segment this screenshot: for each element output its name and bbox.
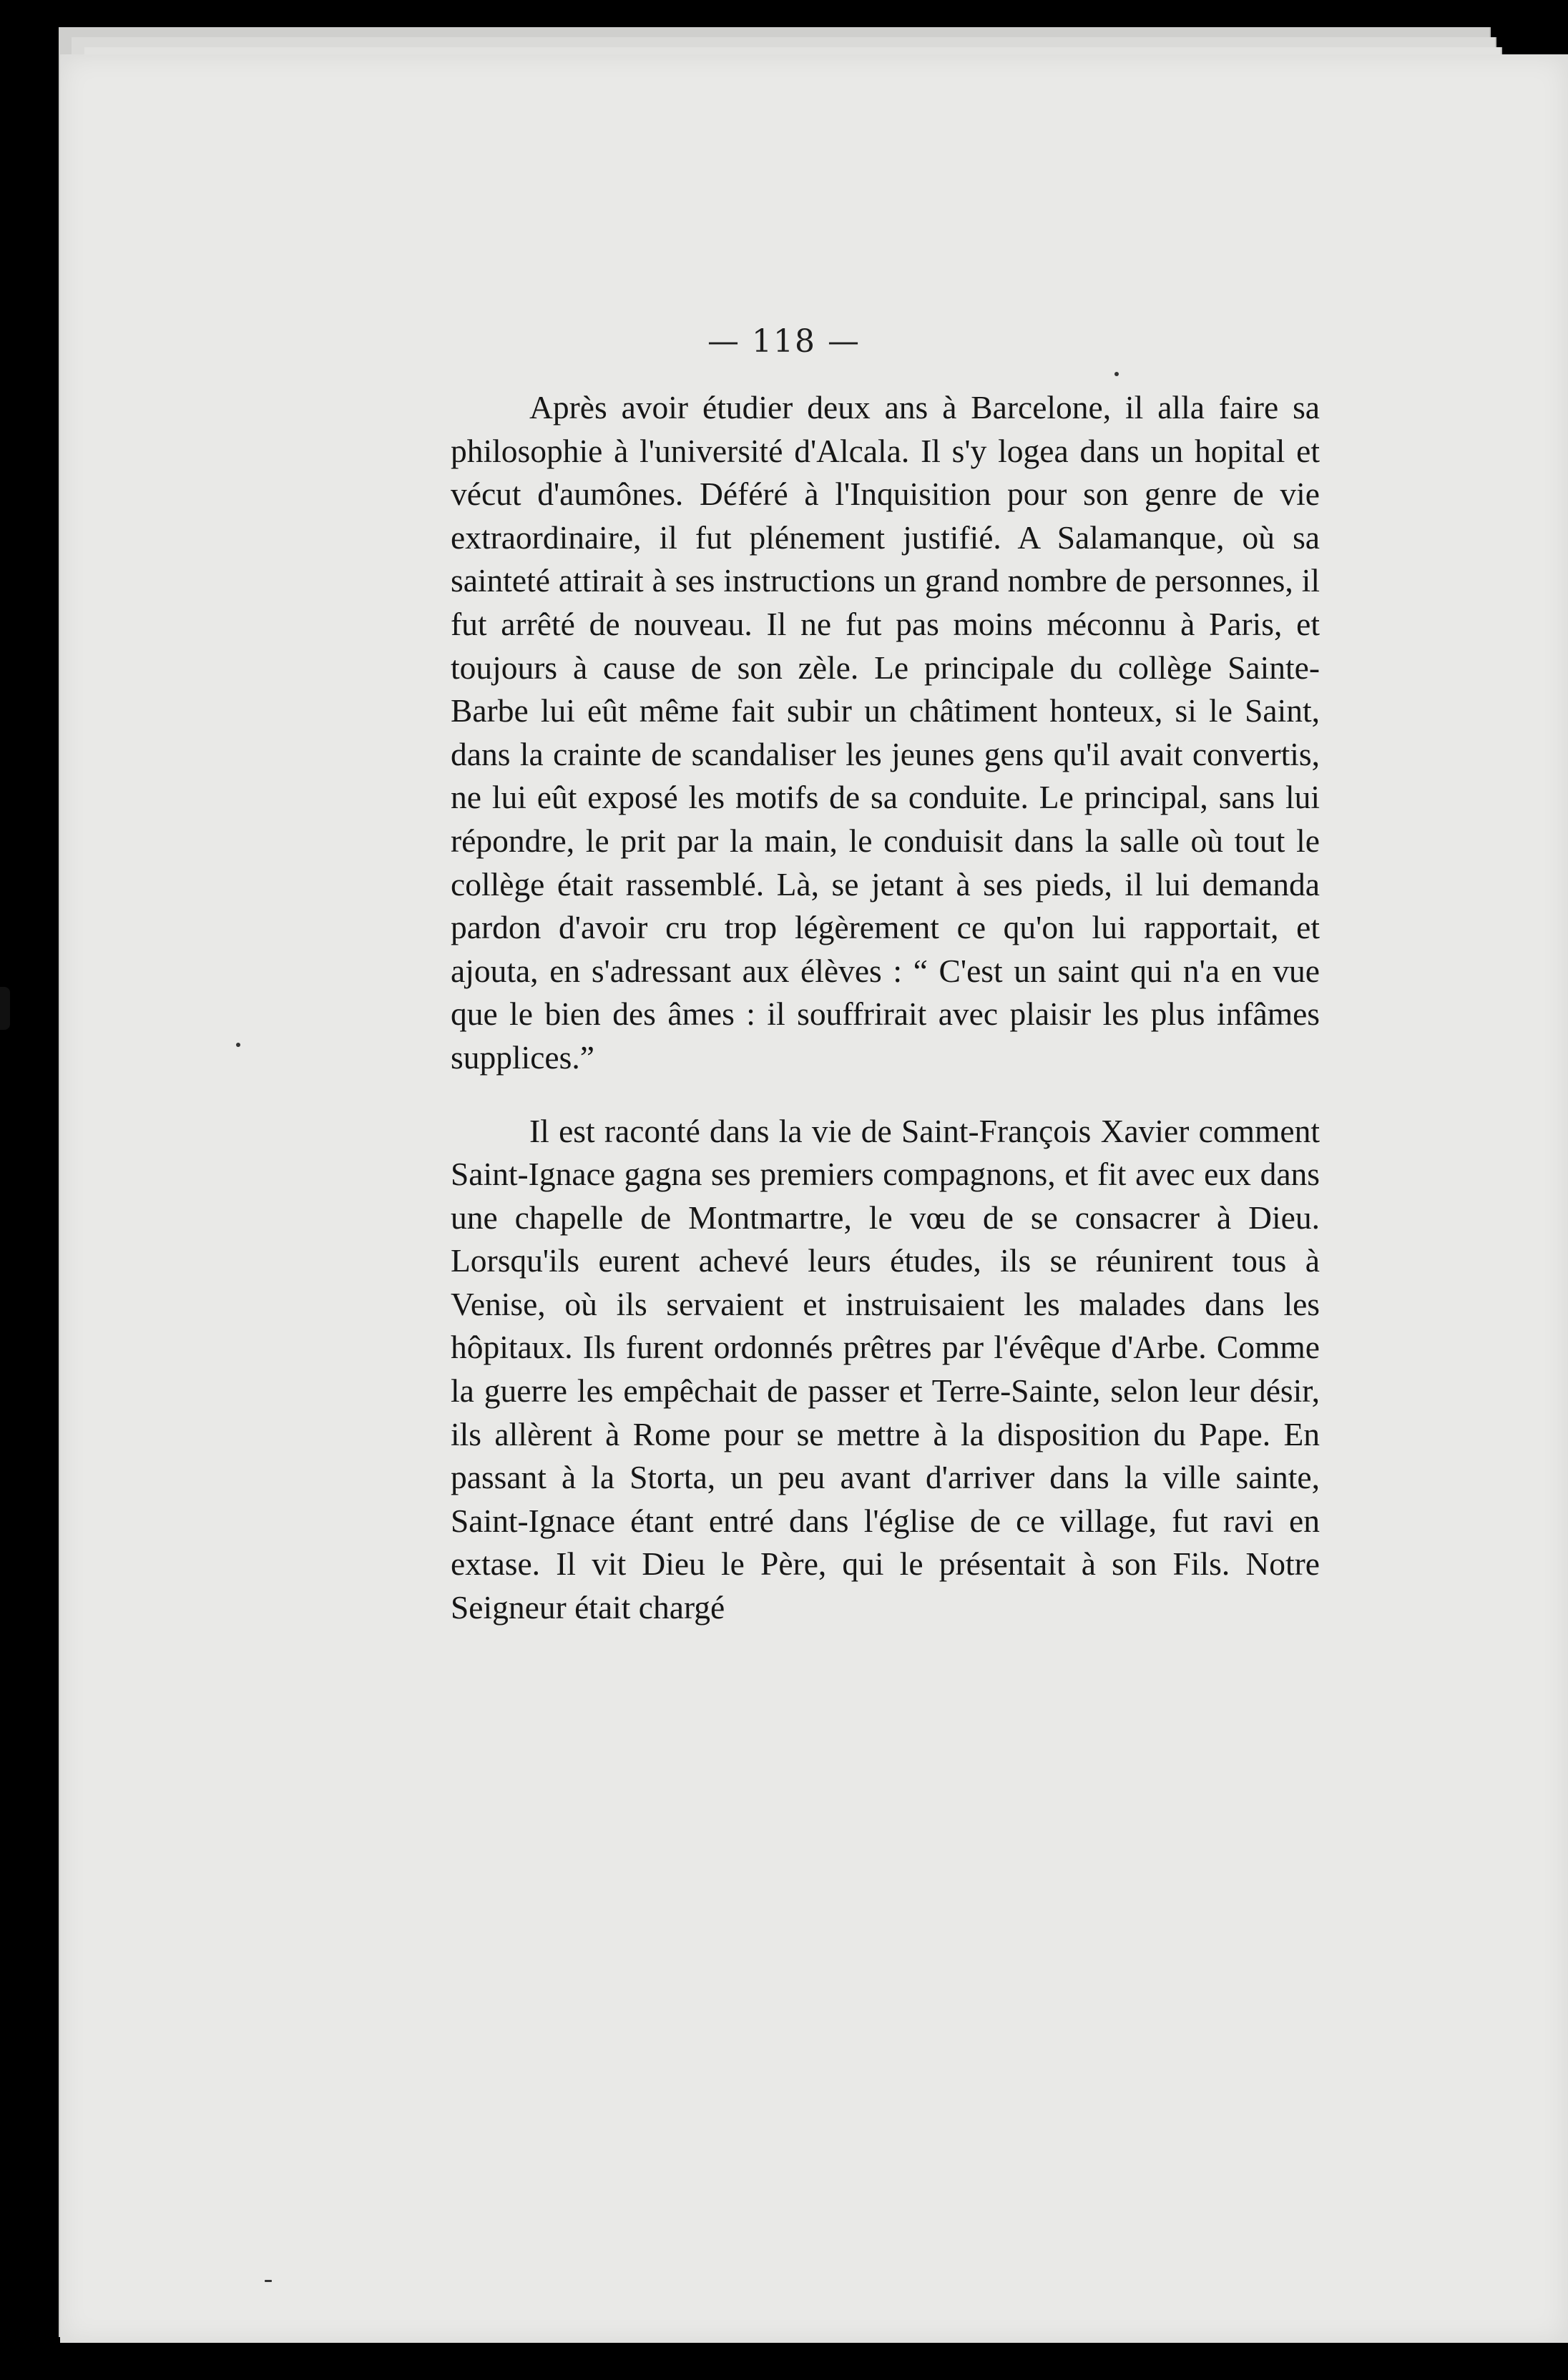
- paragraph-1: Après avoir étudier deux ans à Barcelone, il alla faire sa philosophie à l'université d'Alcala. Il s'y logea dans un hopital et vécut d'aumônes. Déféré à l'Inquisition pour son genre de vie extraordinaire, il fut plénement justifié. A Salamanque, où sa sainteté attirait à ses instructions un grand nombre de personnes, il fut arrêté de nouveau. Il ne fut pas moins méconnu à Paris, et toujours à cause de son zèle. Le principale du collège Sainte-Barbe lui eût même fait subir un châtiment honteux, si le Saint, dans la crainte de scandaliser les jeunes gens qu'il avait convertis, ne lui eût exposé les motifs de sa conduite. Le principal, sans lui répondre, le prit par la main, le conduisit dans la salle où tout le collège était rassemblé. Là, se jetant à ses pieds, il lui demanda pardon d'avoir cru trop légèrement ce qu'on lui rapportait, et ajouta, en s'adressant aux élèves : “ C'est un saint qui n'a en vue que le bien des âmes : il souffrirait avec plaisir les plus infâmes supplices.”: [451, 389, 1320, 1076]
- scan-margin-mark: [0, 987, 10, 1030]
- body-text: [451, 386, 1320, 1630]
- scan-speck: [236, 1043, 240, 1047]
- scan-speck: [1114, 372, 1119, 376]
- paragraph-2: Il est raconté dans la vie de Saint-François Xavier comment Saint-Ignace gagna ses premiers compagnons, et fit avec eux dans une chapelle de Montmartre, le vœu de se consacrer à Dieu. Lorsqu'ils eurent achevé leurs études, ils se réunirent tous à Venise, où ils servaient et instruisaient les malades dans les hôpitaux. Ils furent ordonnés prêtres par l'évêque d'Arbe. Comme la guerre les empêchait de passer et Terre-Sainte, selon leur désir, ils allèrent à Rome pour se mettre à la disposition du Pape. En passant à la Storta, un peu avant d'arriver dans la ville sainte, Saint-Ignace étant entré dans l'église de ce village, fut ravi en extase. Il vit Dieu le Père, qui le présentait à son Fils. Notre Seigneur était chargé: [451, 1112, 1320, 1626]
- page-number: — 118 —: [707, 323, 861, 360]
- scan-speck: [265, 2280, 272, 2282]
